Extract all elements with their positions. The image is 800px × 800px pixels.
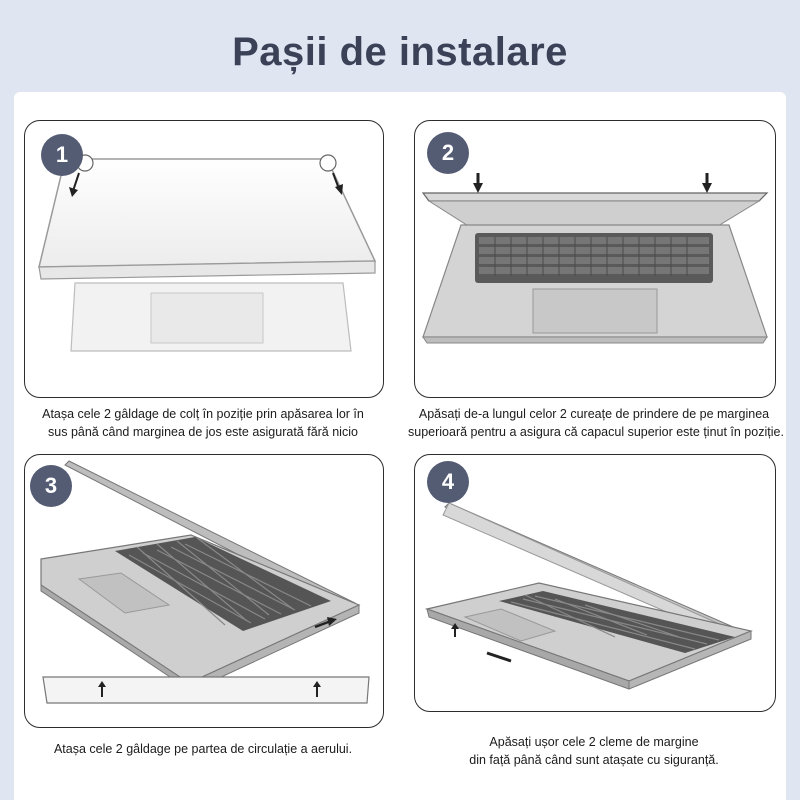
step-3-panel: [24, 454, 384, 728]
step-3-illustration: [25, 455, 383, 727]
step-4-caption: Apăsați ușor cele 2 cleme de margine din față până când sunt atașate cu siguranță.: [469, 735, 719, 767]
step-1-caption: Atașa cele 2 gâldage de colț în poziție prin apăsarea lor în sus până când marginea de jos este asigurată fără nicio: [42, 407, 364, 439]
step-number-badge: 4: [427, 461, 469, 503]
step-number-badge: 1: [41, 134, 83, 176]
arrow-down-icon: [473, 183, 483, 193]
step-2-caption: Apăsați de-a lungul celor 2 cureațe de prindere de pe marginea superioară pentru a asigura că capacul superior este ținut în poziție.: [408, 407, 784, 439]
step-number-badge: 2: [427, 132, 469, 174]
step-2-panel: [414, 120, 776, 398]
page-title: Pașii de instalare: [232, 30, 568, 74]
step-4-panel: [414, 454, 776, 712]
corner-marker-icon: [320, 155, 336, 171]
arrow-down-icon: [702, 183, 712, 193]
step-number-badge: 3: [30, 465, 72, 507]
step-2-illustration: [415, 121, 775, 397]
step-1-panel: [24, 120, 384, 398]
step-3-caption: Atașa cele 2 gâldage pe partea de circulație a aerului.: [53, 742, 353, 756]
step-4-illustration: [415, 455, 775, 711]
